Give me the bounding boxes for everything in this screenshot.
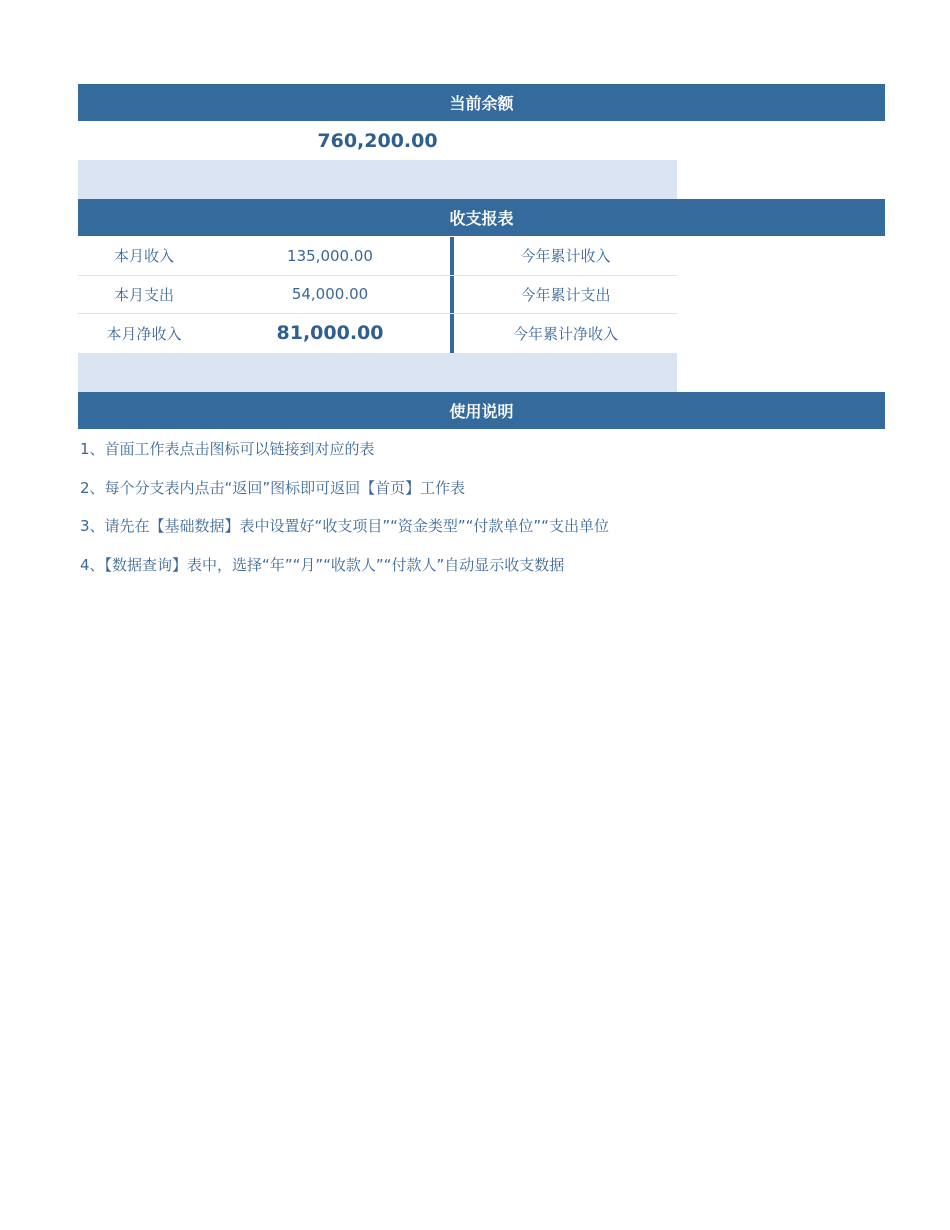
report-row-year-label: 今年累计收入 bbox=[520, 247, 611, 266]
report-row-value: 54,000.00 bbox=[291, 285, 369, 304]
report-row-value: 81,000.00 bbox=[276, 322, 384, 345]
balance-row bbox=[78, 122, 677, 160]
dashboard-sheet bbox=[78, 84, 885, 584]
balance-header bbox=[78, 84, 885, 122]
report-row-value: 135,000.00 bbox=[287, 246, 373, 265]
report-row-monthly-expense bbox=[78, 276, 677, 315]
balance-title: 当前余额 bbox=[449, 94, 514, 113]
report-row-monthly-income bbox=[78, 237, 677, 276]
report-header bbox=[78, 199, 885, 237]
instructions-list bbox=[78, 430, 885, 584]
spacer-row bbox=[78, 353, 677, 392]
instruction-item: 4、【数据查询】表中，选择“年”“月”“收款人”“付款人”自动显示收支数据 bbox=[80, 555, 565, 574]
instruction-item: 1、首面工作表点击图标可以链接到对应的表 bbox=[80, 440, 375, 459]
spacer-row bbox=[78, 160, 677, 199]
report-table bbox=[78, 237, 885, 353]
instruction-item: 2、每个分支表内点击“返回”图标即可返回【首页】工作表 bbox=[80, 478, 466, 497]
report-row-label: 本月支出 bbox=[113, 285, 174, 304]
report-row-label: 本月净收入 bbox=[106, 324, 182, 343]
report-row-monthly-net bbox=[78, 314, 677, 353]
instructions-header bbox=[78, 392, 885, 430]
report-row-year-label: 今年累计净收入 bbox=[512, 324, 618, 343]
balance-amount: 760,200.00 bbox=[317, 130, 438, 152]
report-title: 收支报表 bbox=[449, 209, 514, 228]
instruction-item: 3、请先在【基础数据】表中设置好“收支项目”“资金类型”“付款单位”“支出单位 bbox=[80, 517, 609, 536]
report-row-year-label: 今年累计支出 bbox=[520, 285, 611, 304]
instructions-title: 使用说明 bbox=[449, 401, 514, 421]
report-row-label: 本月收入 bbox=[113, 247, 174, 266]
